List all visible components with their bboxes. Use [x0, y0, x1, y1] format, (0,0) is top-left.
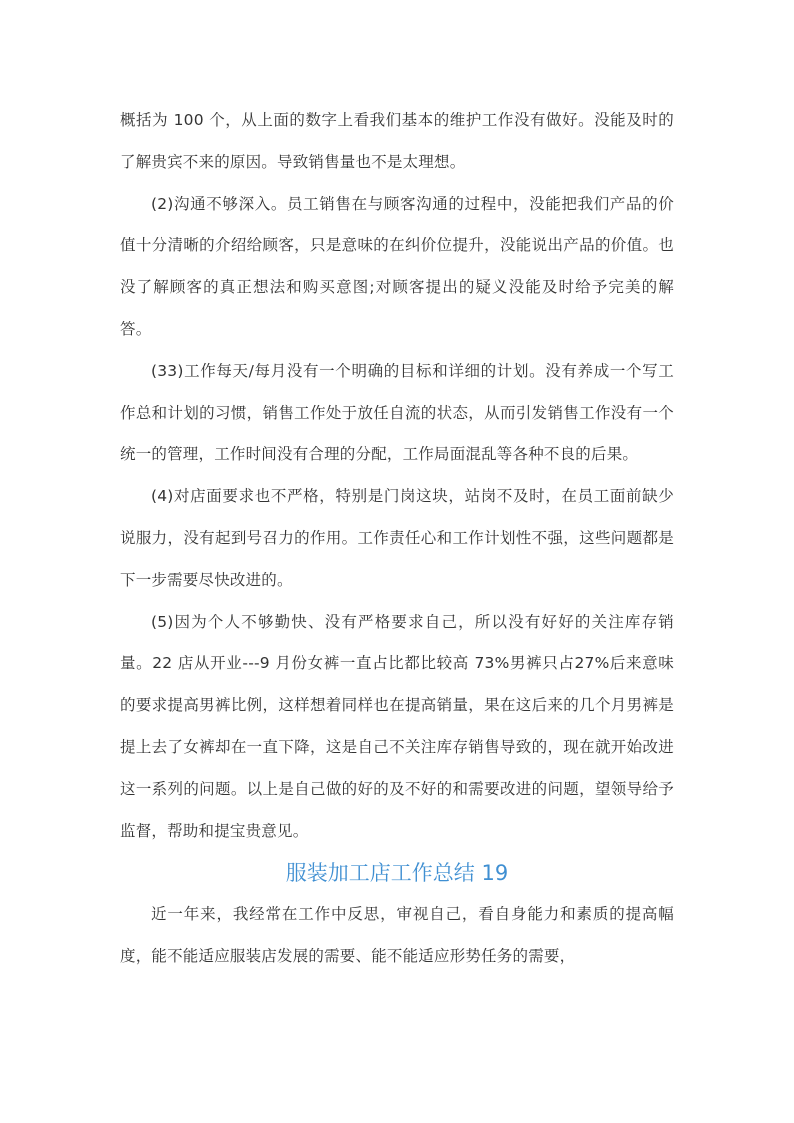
paragraph-store-requirements: (4)对店面要求也不严格，特别是门岗这块，站岗不及时，在员工面前缺少说服力，没有起到号召力的作用。工作责任心和工作计划性不强，这些问题都是下一步需要尽快改进的。: [120, 487, 674, 589]
paragraph-reflection: 近一年来，我经常在工作中反思，审视自己，看自身能力和素质的提高幅度，能不能适应服装店发展的需要、能不能适应形势任务的需要，: [120, 905, 674, 966]
section-heading: 服装加工店工作总结 19: [285, 861, 509, 886]
document-body: [120, 100, 674, 978]
paragraph-inventory-sales: (5)因为个人不够勤快、没有严格要求自己，所以没有好好的关注库存销量。22 店从开业---9 月份女裤一直占比都比较高 73%男裤只占27%后来意味的要求提高男裤比例，这样想着同样也在提高销量，果在这后来的几个月男裤是提上去了女裤却在一直下降，这是自己不关注库存销售导致的，现在就开始改进这一系列的问题。以上是自己做的好的及不好的和需要改进的问题，望领导给予监督，帮助和提宝贵意见。: [120, 612, 674, 840]
paragraph-work-plan: (33)工作每天/每月没有一个明确的目标和详细的计划。没有养成一个写工作总和计划的习惯，销售工作处于放任自流的状态，从而引发销售工作没有一个统一的管理，工作时间没有合理的分配，工作局面混乱等各种不良的后果。: [120, 361, 674, 464]
paragraph-communication: (2)沟通不够深入。员工销售在与顾客沟通的过程中，没能把我们产品的价值十分清晰的介绍给顾客，只是意味的在纠价位提升，没能说出产品的价值。也没了解顾客的真正想法和购买意图;对顾客提出的疑义没能及时给予完美的解答。: [120, 194, 674, 338]
paragraph-vip-maintenance: 概括为 100 个，从上面的数字上看我们基本的维护工作没有做好。没能及时的了解贵宾不来的原因。导致销售量也不是太理想。: [120, 111, 674, 171]
